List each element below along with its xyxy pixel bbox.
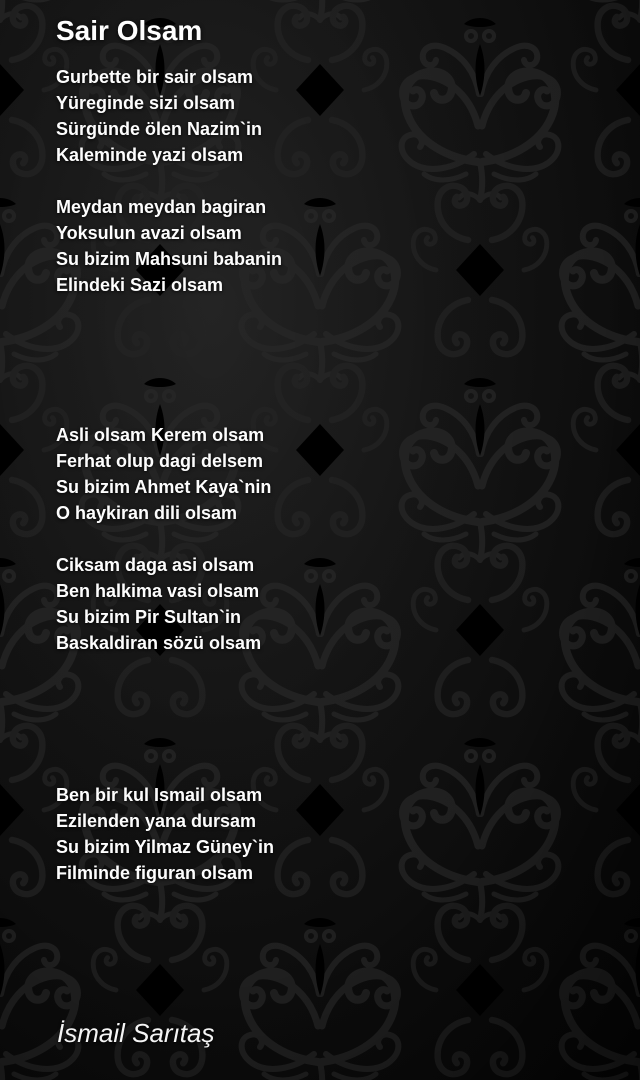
stanza-2 [56, 194, 620, 298]
poem-line: Elindeki Sazi olsam [56, 275, 224, 295]
poem-line: Su bizim Yilmaz Güney`in [56, 837, 275, 857]
poem-line: Gurbette bir sair olsam [56, 67, 254, 87]
poem-title: Sair Olsam [56, 15, 203, 46]
poem-line: Ben bir kul Ismail olsam [56, 785, 263, 805]
poem-line: Su bizim Mahsuni babanin [56, 249, 283, 269]
poem-line: Su bizim Ahmet Kaya`nin [56, 477, 272, 497]
poem-line: Ben halkima vasi olsam [56, 581, 260, 601]
poem-line: Ferhat olup dagi delsem [56, 451, 264, 471]
poem-line: Ezilenden yana dursam [56, 811, 257, 831]
poem-line: Filminde figuran olsam [56, 863, 254, 883]
poem-line: Asli olsam Kerem olsam [56, 425, 265, 445]
poem-line: Ciksam daga asi olsam [56, 555, 255, 575]
poem-author: İsmail Sarıtaş [57, 1018, 215, 1048]
stanza-5 [56, 782, 620, 886]
stanza-3 [56, 422, 620, 526]
poem-line: Yoksulun avazi olsam [56, 223, 242, 243]
poem-line: Yüreginde sizi olsam [56, 93, 236, 113]
poem-line: Meydan meydan bagiran [56, 197, 267, 217]
poem-line: Baskaldiran sözü olsam [56, 633, 262, 653]
poem-line: O haykiran dili olsam [56, 503, 238, 523]
poem-line: Kaleminde yazi olsam [56, 145, 244, 165]
poem-line: Su bizim Pir Sultan`in [56, 607, 242, 627]
poem-line: Sürgünde ölen Nazim`in [56, 119, 263, 139]
stanza-4 [56, 552, 620, 656]
stanza-1 [56, 64, 620, 168]
